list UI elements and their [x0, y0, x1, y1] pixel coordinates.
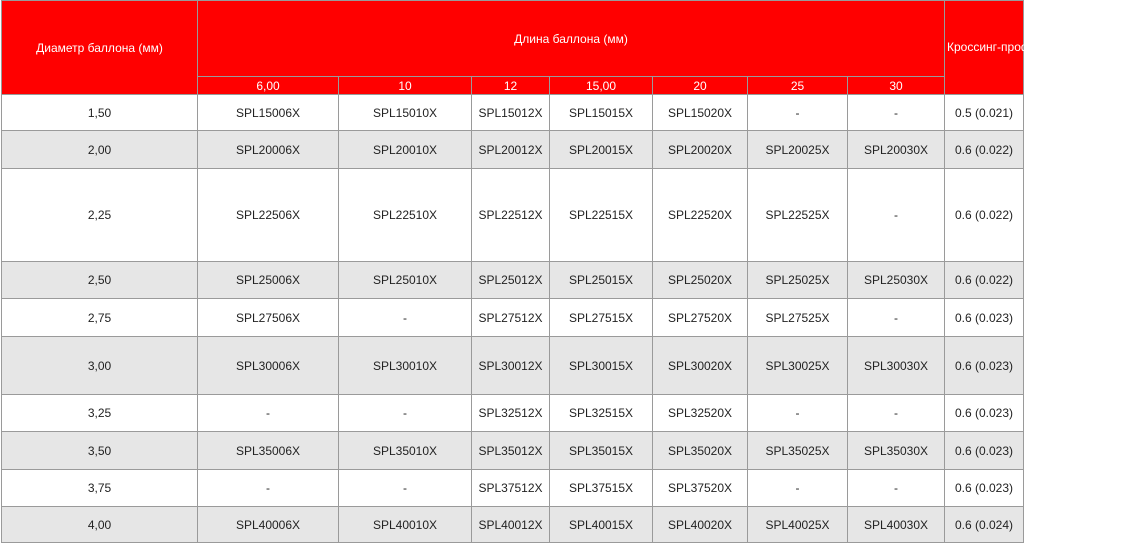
crossing-profile-cell: 0.6 (0.023) [945, 470, 1024, 507]
part-number-cell: - [339, 299, 472, 337]
header-row-top [2, 1, 1024, 77]
length-col-header: 15,00 [550, 77, 653, 95]
part-number-cell: - [848, 169, 945, 262]
part-number-cell: SPL15010X [339, 95, 472, 131]
part-number-cell: SPL27512X [472, 299, 550, 337]
part-number-cell: - [339, 470, 472, 507]
part-number-cell: SPL40010X [339, 507, 472, 543]
crossing-profile-header: Кроссинг-профиль, мм, (дюймы) [945, 1, 1024, 95]
part-number-cell: SPL25025X [748, 262, 848, 299]
diameter-cell: 1,50 [2, 95, 198, 131]
part-number-cell: - [848, 395, 945, 432]
table-row [2, 337, 1024, 395]
part-number-cell: SPL40015X [550, 507, 653, 543]
part-number-cell: SPL27520X [653, 299, 748, 337]
part-number-cell: SPL27506X [198, 299, 339, 337]
part-number-cell: SPL37512X [472, 470, 550, 507]
part-number-cell: SPL30012X [472, 337, 550, 395]
part-number-cell: - [848, 299, 945, 337]
length-col-header: 30 [848, 77, 945, 95]
diameter-header: Диаметр баллона (мм) [2, 1, 198, 95]
balloon-spec-table [1, 0, 1128, 543]
crossing-profile-cell: 0.5 (0.021) [945, 95, 1024, 131]
part-number-cell: SPL22525X [748, 169, 848, 262]
crossing-profile-cell: 0.6 (0.022) [945, 131, 1024, 169]
diameter-cell: 3,50 [2, 432, 198, 470]
part-number-cell: SPL22512X [472, 169, 550, 262]
part-number-cell: SPL15006X [198, 95, 339, 131]
crossing-profile-cell: 0.6 (0.023) [945, 395, 1024, 432]
part-number-cell: SPL22510X [339, 169, 472, 262]
part-number-cell: SPL20030X [848, 131, 945, 169]
table-row [2, 507, 1024, 543]
part-number-cell: SPL35020X [653, 432, 748, 470]
part-number-cell: SPL25015X [550, 262, 653, 299]
part-number-cell: SPL25006X [198, 262, 339, 299]
table-row [2, 131, 1024, 169]
part-number-cell: SPL30015X [550, 337, 653, 395]
part-number-cell: SPL32520X [653, 395, 748, 432]
part-number-cell: SPL35025X [748, 432, 848, 470]
part-number-cell: SPL20012X [472, 131, 550, 169]
part-number-cell: SPL40025X [748, 507, 848, 543]
part-number-cell: SPL40012X [472, 507, 550, 543]
part-number-cell: SPL20020X [653, 131, 748, 169]
table-row [2, 432, 1024, 470]
part-number-cell: SPL20015X [550, 131, 653, 169]
part-number-cell: SPL30030X [848, 337, 945, 395]
part-number-cell: SPL15012X [472, 95, 550, 131]
part-number-cell: SPL25012X [472, 262, 550, 299]
part-number-cell: SPL20010X [339, 131, 472, 169]
part-number-cell: SPL35012X [472, 432, 550, 470]
diameter-cell: 2,00 [2, 131, 198, 169]
table-row [2, 169, 1024, 262]
part-number-cell: - [339, 395, 472, 432]
part-number-cell: SPL32512X [472, 395, 550, 432]
part-number-cell: SPL37520X [653, 470, 748, 507]
diameter-cell: 2,75 [2, 299, 198, 337]
part-number-cell: SPL22520X [653, 169, 748, 262]
table-body [2, 95, 1024, 543]
diameter-cell: 3,25 [2, 395, 198, 432]
part-number-cell: SPL40030X [848, 507, 945, 543]
part-number-cell: SPL25030X [848, 262, 945, 299]
diameter-cell: 2,50 [2, 262, 198, 299]
table-row [2, 299, 1024, 337]
length-col-header: 20 [653, 77, 748, 95]
part-number-cell: - [848, 95, 945, 131]
crossing-profile-cell: 0.6 (0.023) [945, 432, 1024, 470]
part-number-cell: SPL30025X [748, 337, 848, 395]
part-number-cell: SPL30006X [198, 337, 339, 395]
part-number-cell: SPL40006X [198, 507, 339, 543]
diameter-cell: 3,75 [2, 470, 198, 507]
part-number-cell: SPL30020X [653, 337, 748, 395]
length-header: Длина баллона (мм) [198, 1, 945, 77]
diameter-cell: 2,25 [2, 169, 198, 262]
part-number-cell: SPL15020X [653, 95, 748, 131]
part-number-cell: SPL35015X [550, 432, 653, 470]
part-number-cell: SPL30010X [339, 337, 472, 395]
crossing-profile-cell: 0.6 (0.023) [945, 337, 1024, 395]
part-number-cell: SPL32515X [550, 395, 653, 432]
part-number-cell: - [198, 470, 339, 507]
part-number-cell: SPL22506X [198, 169, 339, 262]
length-col-header: 12 [472, 77, 550, 95]
length-col-header: 25 [748, 77, 848, 95]
table-header [2, 1, 1128, 95]
diameter-cell: 4,00 [2, 507, 198, 543]
part-number-cell: - [748, 470, 848, 507]
part-number-cell: SPL25020X [653, 262, 748, 299]
table-row [2, 395, 1024, 432]
part-number-cell: SPL25010X [339, 262, 472, 299]
part-number-cell: - [198, 395, 339, 432]
length-col-header: 10 [339, 77, 472, 95]
part-number-cell: - [748, 95, 848, 131]
table-row [2, 262, 1024, 299]
table-row [2, 95, 1024, 131]
part-number-cell: SPL40020X [653, 507, 748, 543]
diameter-cell: 3,00 [2, 337, 198, 395]
part-number-cell: SPL35030X [848, 432, 945, 470]
crossing-profile-cell: 0.6 (0.022) [945, 169, 1024, 262]
crossing-profile-cell: 0.6 (0.023) [945, 299, 1024, 337]
part-number-cell: SPL27525X [748, 299, 848, 337]
length-col-header: 6,00 [198, 77, 339, 95]
table-row [2, 470, 1024, 507]
part-number-cell: SPL20025X [748, 131, 848, 169]
part-number-cell: SPL27515X [550, 299, 653, 337]
crossing-profile-cell: 0.6 (0.024) [945, 507, 1024, 543]
part-number-cell: - [748, 395, 848, 432]
part-number-cell: SPL15015X [550, 95, 653, 131]
part-number-cell: SPL35010X [339, 432, 472, 470]
part-number-cell: - [848, 470, 945, 507]
crossing-profile-cell: 0.6 (0.022) [945, 262, 1024, 299]
part-number-cell: SPL22515X [550, 169, 653, 262]
part-number-cell: SPL20006X [198, 131, 339, 169]
part-number-cell: SPL35006X [198, 432, 339, 470]
part-number-cell: SPL37515X [550, 470, 653, 507]
